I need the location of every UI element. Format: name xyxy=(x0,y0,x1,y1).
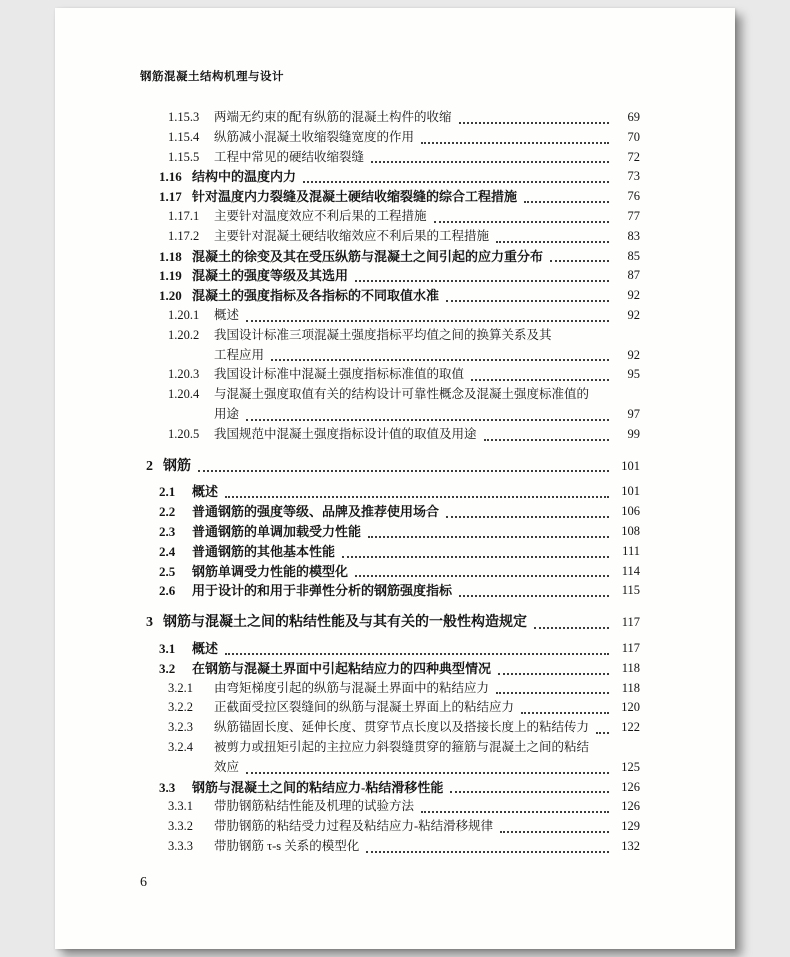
toc-entry xyxy=(140,385,640,425)
dot-leader xyxy=(459,122,609,124)
entry-page: 125 xyxy=(621,759,640,774)
toc-entry xyxy=(140,128,640,148)
entry-page: 101 xyxy=(621,484,640,499)
entry-title: 混凝土的强度等级及其选用 xyxy=(192,268,349,284)
dot-leader xyxy=(521,712,609,714)
dot-leader xyxy=(498,673,609,675)
entry-page: 73 xyxy=(627,169,640,184)
entry-page: 117 xyxy=(621,615,640,630)
toc-entry xyxy=(140,817,640,837)
toc-entry xyxy=(140,148,640,168)
entry-page: 85 xyxy=(627,248,640,263)
entry-number: 3.2 xyxy=(159,660,176,676)
entry-number: 1.20.1 xyxy=(168,307,200,322)
toc-entry xyxy=(140,679,640,699)
entry-page: 126 xyxy=(621,799,640,814)
entry-title: 我国规范中混凝土强度指标设计值的取值及用途 xyxy=(214,426,477,441)
toc-entry xyxy=(140,306,640,326)
dot-leader xyxy=(471,379,609,381)
entry-page: 97 xyxy=(627,406,640,421)
toc-entry xyxy=(140,659,640,679)
entry-page: 70 xyxy=(627,129,640,144)
entry-number: 1.20.4 xyxy=(168,387,200,402)
entry-page: 114 xyxy=(621,563,640,578)
dot-leader xyxy=(225,496,609,498)
entry-number: 3.3.1 xyxy=(168,799,193,814)
entry-title: 针对温度内力裂缝及混凝土硬结收缩裂缝的综合工程措施 xyxy=(192,189,518,205)
toc-entry xyxy=(140,482,640,502)
dot-leader xyxy=(434,221,609,223)
entry-page: 83 xyxy=(627,228,640,243)
entry-number: 1.16 xyxy=(159,169,182,185)
entry-title: 钢筋与混凝土之间的粘结性能及与其有关的一般性构造规定 xyxy=(163,615,527,631)
dot-leader xyxy=(303,181,609,183)
entry-title: 概述 xyxy=(192,640,219,656)
toc-entry xyxy=(140,542,640,562)
entry-number: 3 xyxy=(146,615,153,631)
entry-page: 92 xyxy=(627,288,640,303)
entry-page: 106 xyxy=(621,504,640,519)
dot-leader xyxy=(371,161,609,163)
dot-leader xyxy=(225,653,609,655)
dot-leader xyxy=(446,516,609,518)
toc-entry xyxy=(140,326,640,366)
entry-title: 钢筋单调受力性能的模型化 xyxy=(192,563,349,579)
entry-title: 混凝土的强度指标及各指标的不同取值水准 xyxy=(192,288,440,304)
entry-page: 69 xyxy=(627,110,640,124)
toc-entry xyxy=(140,266,640,286)
dot-leader xyxy=(355,280,609,282)
entry-number: 1.15.3 xyxy=(168,110,200,124)
entry-number: 1.20.2 xyxy=(168,327,200,342)
entry-title: 概述 xyxy=(192,484,219,500)
dot-leader xyxy=(271,359,609,361)
toc-entry xyxy=(140,207,640,227)
dot-leader xyxy=(524,201,609,203)
dot-leader xyxy=(484,439,609,441)
running-header: 钢筋混凝土结构机理与设计 xyxy=(140,71,284,83)
entry-page: 99 xyxy=(627,426,640,441)
entry-title: 结构中的温度内力 xyxy=(192,169,297,185)
entry-title: 带肋钢筋的粘结受力过程及粘结应力-粘结滑移规律 xyxy=(214,819,494,834)
entry-title: 普通钢筋的强度等级、品牌及推荐使用场合 xyxy=(192,504,440,520)
entry-title: 带肋钢筋 τ-s 关系的模型化 xyxy=(214,838,360,853)
entry-number: 3.3 xyxy=(159,779,176,795)
dot-leader xyxy=(342,556,609,558)
toc-entry xyxy=(140,522,640,542)
entry-title: 钢筋 xyxy=(163,458,191,474)
entry-number: 1.17 xyxy=(159,189,182,205)
dot-leader xyxy=(496,241,609,243)
entry-number: 1.17.2 xyxy=(168,228,200,243)
dot-leader xyxy=(500,831,609,833)
entry-title: 被剪力或扭矩引起的主拉应力斜裂缝贯穿的箍筋与混凝土之间的粘结 xyxy=(214,739,590,754)
entry-title: 用于设计的和用于非弹性分析的钢筋强度指标 xyxy=(192,583,453,599)
entry-page: 108 xyxy=(621,523,640,538)
dot-leader xyxy=(198,470,609,472)
entry-title: 主要针对混凝土硬结收缩效应不利后果的工程措施 xyxy=(214,228,490,243)
entry-number: 3.2.1 xyxy=(168,680,193,695)
toc-entry xyxy=(140,247,640,267)
table-of-contents xyxy=(140,108,640,857)
toc-entry xyxy=(140,639,640,659)
entry-title: 普通钢筋的其他基本性能 xyxy=(192,543,336,559)
entry-number: 1.17.1 xyxy=(168,208,200,223)
entry-page: 76 xyxy=(627,189,640,204)
toc-entry xyxy=(140,718,640,738)
toc-entry xyxy=(140,108,640,128)
dot-leader xyxy=(450,791,609,793)
entry-title: 在钢筋与混凝土界面中引起粘结应力的四种典型情况 xyxy=(192,660,492,676)
toc-entry xyxy=(140,738,640,778)
entry-title: 钢筋与混凝土之间的粘结应力-粘结滑移性能 xyxy=(192,779,444,795)
entry-page: 118 xyxy=(621,660,640,675)
entry-page: 122 xyxy=(621,720,640,735)
entry-page: 87 xyxy=(627,268,640,283)
dot-leader xyxy=(421,811,609,813)
dot-leader xyxy=(366,851,609,853)
entry-title-continued: 工程应用 xyxy=(214,347,265,362)
toc-entry xyxy=(140,562,640,582)
entry-title-continued: 用途 xyxy=(214,406,240,421)
entry-page: 126 xyxy=(621,779,640,794)
entry-page: 92 xyxy=(627,307,640,322)
entry-page: 115 xyxy=(621,583,640,598)
entry-page: 120 xyxy=(621,700,640,715)
dot-leader xyxy=(355,575,609,577)
toc-entry xyxy=(140,286,640,306)
entry-page: 118 xyxy=(621,680,640,695)
entry-title: 普通钢筋的单调加载受力性能 xyxy=(192,523,362,539)
entry-number: 1.20.3 xyxy=(168,367,200,382)
entry-page: 101 xyxy=(621,458,640,473)
entry-page: 132 xyxy=(621,838,640,853)
entry-number: 2.5 xyxy=(159,563,176,579)
entry-number: 1.15.4 xyxy=(168,129,200,144)
book-page xyxy=(55,8,735,949)
toc-entry xyxy=(140,797,640,817)
entry-page: 129 xyxy=(621,819,640,834)
toc-entry xyxy=(140,457,640,477)
entry-title: 带肋钢筋粘结性能及机理的试验方法 xyxy=(214,799,415,814)
toc-entry xyxy=(140,613,640,633)
toc-entry xyxy=(140,502,640,522)
dot-leader xyxy=(246,419,609,421)
entry-title-continued: 效应 xyxy=(214,759,240,774)
dot-leader xyxy=(246,320,609,322)
entry-number: 1.20.5 xyxy=(168,426,200,441)
toc-entry xyxy=(140,227,640,247)
toc-entry xyxy=(140,187,640,207)
entry-page: 111 xyxy=(622,543,640,558)
toc-entry xyxy=(140,425,640,445)
dot-leader xyxy=(368,536,609,538)
toc-entry xyxy=(140,167,640,187)
entry-title: 纵筋减小混凝土收缩裂缝宽度的作用 xyxy=(214,129,415,144)
entry-number: 3.2.2 xyxy=(168,700,193,715)
entry-title: 混凝土的徐变及其在受压纵筋与混凝土之间引起的应力重分布 xyxy=(192,248,544,264)
entry-page: 117 xyxy=(621,640,640,655)
entry-number: 3.1 xyxy=(159,640,176,656)
entry-title: 由弯矩梯度引起的纵筋与混凝土界面中的粘结应力 xyxy=(214,680,490,695)
dot-leader xyxy=(446,300,609,302)
entry-title: 纵筋锚固长度、延伸长度、贯穿节点长度以及搭接长度上的粘结传力 xyxy=(214,720,590,735)
dot-leader xyxy=(550,260,609,262)
entry-title: 正截面受拉区裂缝间的纵筋与混凝土界面上的粘结应力 xyxy=(214,700,515,715)
toc-entry xyxy=(140,837,640,857)
entry-title: 我国设计标准三项混凝土强度指标平均值之间的换算关系及其 xyxy=(214,327,552,342)
entry-number: 3.3.3 xyxy=(168,838,193,853)
toc-entry xyxy=(140,778,640,798)
dot-leader xyxy=(246,772,609,774)
entry-number: 3.3.2 xyxy=(168,819,193,834)
entry-title: 我国设计标准中混凝土强度指标标准值的取值 xyxy=(214,367,465,382)
entry-number: 3.2.3 xyxy=(168,720,193,735)
toc-entry xyxy=(140,365,640,385)
entry-title: 概述 xyxy=(214,307,240,322)
entry-number: 2.1 xyxy=(159,484,176,500)
entry-title: 工程中常见的硬结收缩裂缝 xyxy=(214,149,365,164)
toc-entry xyxy=(140,698,640,718)
entry-number: 3.2.4 xyxy=(168,739,193,754)
dot-leader xyxy=(459,595,609,597)
page-number: 6 xyxy=(140,874,147,890)
dot-leader xyxy=(534,627,609,629)
entry-number: 1.15.5 xyxy=(168,149,200,164)
entry-number: 1.20 xyxy=(159,288,182,304)
entry-number: 2.6 xyxy=(159,583,176,599)
entry-number: 2.4 xyxy=(159,543,176,559)
toc-entry xyxy=(140,581,640,601)
entry-number: 1.19 xyxy=(159,268,182,284)
entry-page: 72 xyxy=(627,149,640,164)
dot-leader xyxy=(496,692,609,694)
entry-page: 77 xyxy=(627,208,640,223)
entry-number: 2.3 xyxy=(159,523,176,539)
entry-number: 1.18 xyxy=(159,248,182,264)
entry-title: 与混凝土强度取值有关的结构设计可靠性概念及混凝土强度标准值的 xyxy=(214,387,590,402)
entry-title: 主要针对温度效应不利后果的工程措施 xyxy=(214,208,427,223)
dot-leader xyxy=(421,142,609,144)
entry-page: 95 xyxy=(627,367,640,382)
entry-page: 92 xyxy=(627,347,640,362)
dot-leader xyxy=(596,732,609,734)
entry-number: 2.2 xyxy=(159,504,176,520)
entry-number: 2 xyxy=(146,458,153,474)
entry-title: 两端无约束的配有纵筋的混凝土构件的收缩 xyxy=(214,110,452,124)
